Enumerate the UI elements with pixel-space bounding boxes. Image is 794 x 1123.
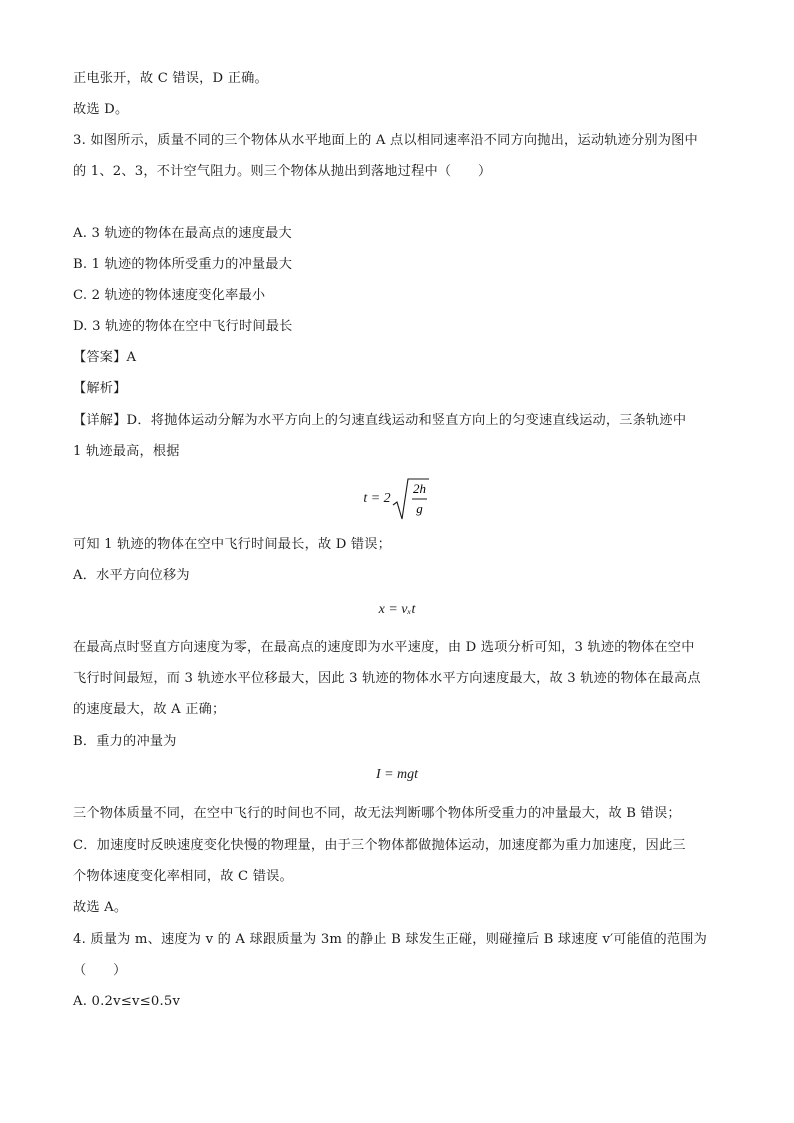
option-a: A. 3 轨迹的物体在最高点的速度最大 — [73, 226, 292, 241]
question-3-stem: 3. 如图所示，质量不同的三个物体从水平地面上的 A 点以相同速率沿不同方向抛出，运动轨迹分别为图中 — [73, 133, 698, 148]
detail-text: 在最高点时竖直方向速度为零，在最高点的速度即为水平速度，由 D 选项分析可知，3 轨迹的物体在空中 — [73, 640, 695, 655]
detail-text: 故选 A。 — [73, 900, 128, 915]
detail-text: 三个物体质量不同，在空中飞行的时间也不同，故无法判断哪个物体所受重力的冲量最大，故 B 错误； — [73, 806, 681, 821]
formula-time — [0, 474, 794, 524]
answer-label: 【答案】A — [73, 350, 137, 365]
question-4-option-a: A. 0.2v≤v≤0.5v — [73, 994, 181, 1009]
detail-text: 个物体速度变化率相同，故 C 错误。 — [73, 869, 293, 884]
detail-text: A．水平方向位移为 — [73, 568, 190, 583]
detail-text: 可知 1 轨迹的物体在空中飞行时间最长，故 D 错误； — [73, 537, 392, 552]
detail-text: 飞行时间最短，而 3 轨迹水平位移最大，因此 3 轨迹的物体水平方向速度最大，故 3 轨迹的物体在最高点 — [73, 671, 701, 686]
fraction-numerator: 2h — [412, 481, 426, 496]
detail-text: 的速度最大，故 A 正确； — [73, 702, 226, 717]
option-b: B. 1 轨迹的物体所受重力的冲量最大 — [73, 257, 293, 272]
question-3-stem: 的 1、2、3，不计空气阻力。则三个物体从抛出到落地过程中（ ） — [73, 164, 492, 179]
detail-text: C．加速度时反映速度变化快慢的物理量，由于三个物体都做抛体运动，加速度都为重力加速度，因此三 — [73, 838, 686, 853]
analysis-label: 【解析】 — [73, 381, 127, 396]
formula-displacement: x = vₓt — [378, 602, 416, 617]
formula-lhs: t = 2 — [363, 491, 391, 506]
sqrt-fraction — [391, 475, 431, 523]
option-d: D. 3 轨迹的物体在空中飞行时间最长 — [73, 319, 293, 334]
question-4-stem: 4. 质量为 m、速度为 v 的 A 球跟质量为 3m 的静止 B 球发生正碰，则碰撞后 B 球速度 v′可能值的范围为 — [73, 932, 708, 947]
text-line: 正电张开，故 C 错误，D 正确。 — [73, 71, 268, 86]
detail-text: 【详解】D．将抛体运动分解为水平方向上的匀速直线运动和竖直方向上的匀变速直线运动，三条轨迹中 — [73, 413, 687, 428]
option-c: C. 2 轨迹的物体速度变化率最小 — [73, 288, 266, 303]
detail-text: B．重力的冲量为 — [73, 734, 177, 749]
question-4-stem: （ ） — [73, 963, 127, 978]
detail-text: 1 轨迹最高，根据 — [73, 444, 180, 459]
fraction-denominator: g — [415, 501, 423, 516]
formula-impulse: I = mgt — [375, 767, 419, 782]
text-line: 故选 D。 — [73, 102, 129, 117]
